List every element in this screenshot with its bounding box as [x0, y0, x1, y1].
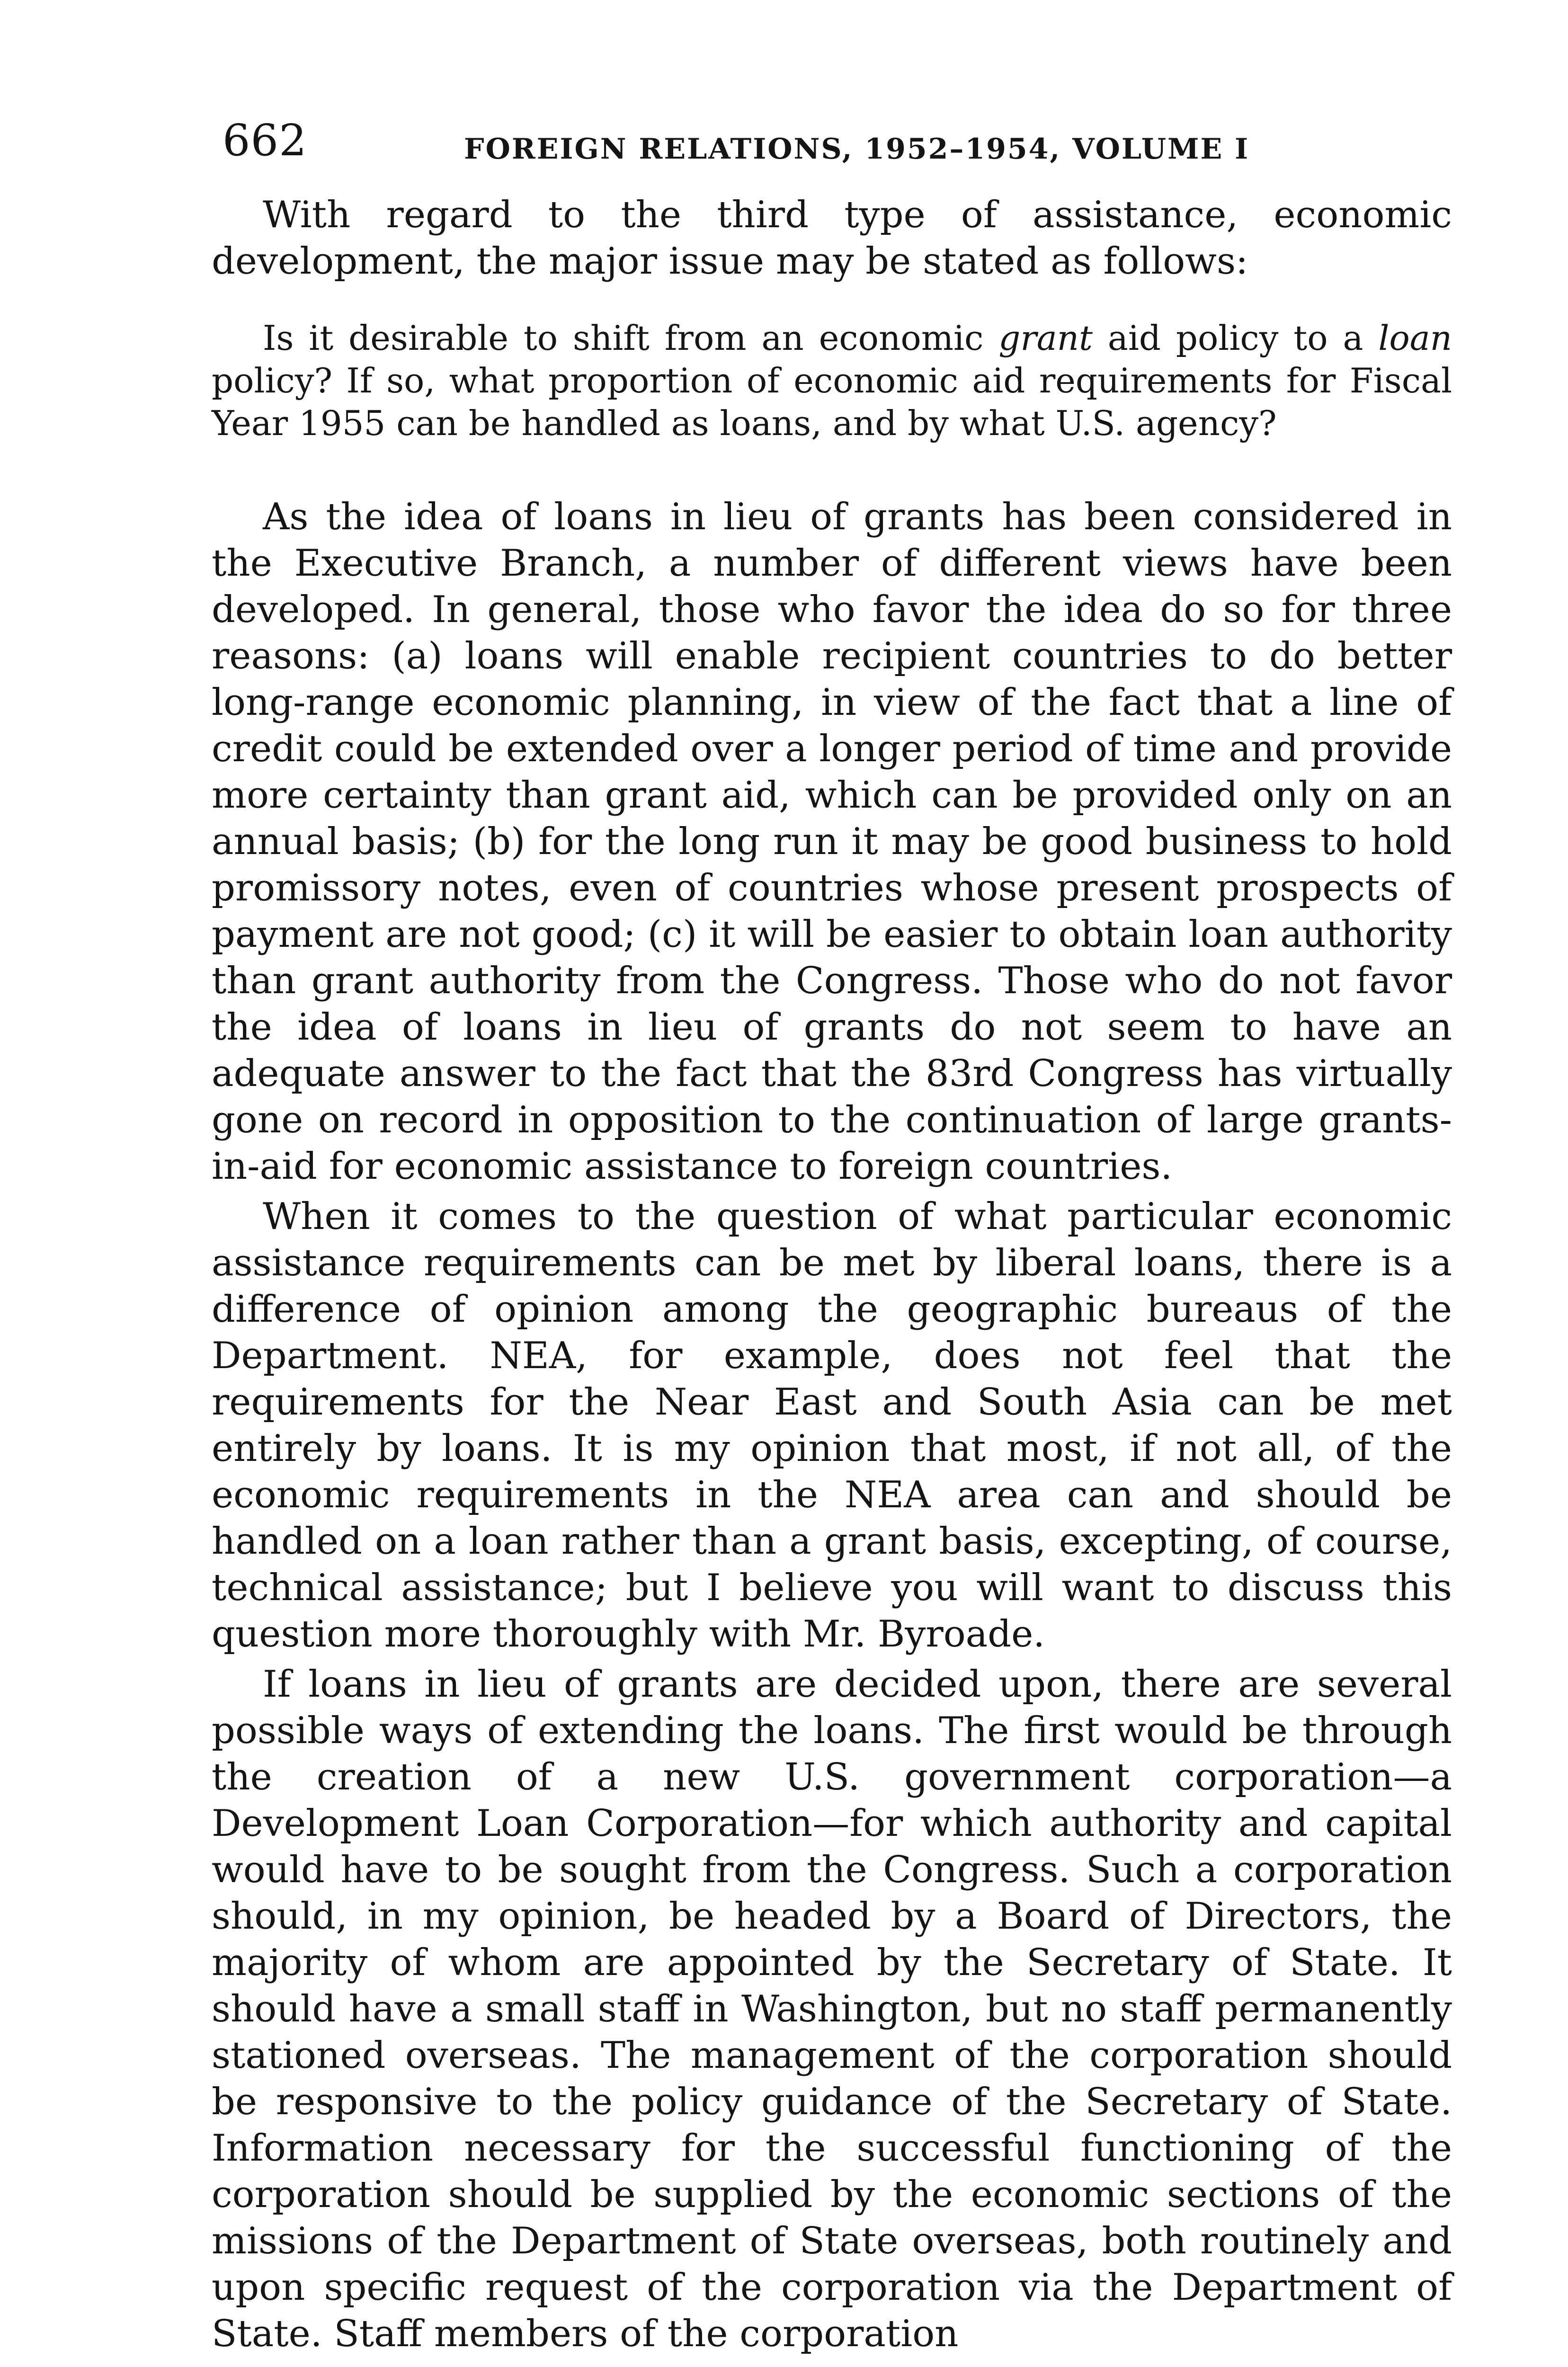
paragraph-development-loan-corporation: If loans in lieu of grants are decided upon, there are several possible ways of extending the loans. The first would be through the creation of a new U.S. government corporation—a Development Loan Corporation—for which authority and capital would have to be sought from the Congress. Such a corporation should, in my opinion, be headed by a Board of Directors, the majority of whom are appointed by the Secretary of State. It should have a small staff in Washington, but no staff permanently stationed overseas. The management of the corporation should be responsive to the policy guidance of the Secretary of State. Information necessary for the successful functioning of the corporation should be supplied by the economic sections of the missions of the Department of State overseas, both routinely and upon specific request of the corporation via the Department of State. Staff members of the corporation	[212, 1663, 1452, 2355]
document-body	[212, 192, 1452, 2357]
page-header	[223, 105, 1472, 176]
paragraph-economic-development: With regard to the third type of assistance, economic development, the major issue may be stated as follows:	[212, 194, 1452, 283]
quote-text-part-3: policy? If so, what proportion of economic aid requirements for Fiscal Year 1955 can be handled as loans, and by what U.S. agency?	[212, 361, 1452, 443]
paragraph-loans-in-lieu-of-grants: As the idea of loans in lieu of grants has been considered in the Executive Branch, a number of different views have been developed. In general, those who favor the idea do so for three reasons: (a) loans will enable recipient countries to do better long-range economic planning, in view of the fact that a line of credit could be extended over a longer period of time and provide more certainty than grant aid, which can be provided only on an annual basis; (b) for the long run it may be good business to hold promissory notes, even of countries whose present prospects of payment are not good; (c) it will be easier to obtain loan authority than grant authority from the Congress. Those who do not favor the idea of loans in lieu of grants do not seem to have an adequate answer to the fact that the 83rd Congress has virtually gone on record in opposition to the continuation of large grants-in-aid for economic assistance to foreign countries.	[212, 496, 1452, 1188]
quote-text-part-1: Is it desirable to shift from an economic	[263, 318, 999, 358]
running-head: FOREIGN RELATIONS, 1952–1954, VOLUME I	[464, 133, 1250, 166]
quote-emphasis-loan: loan	[1378, 318, 1452, 358]
paragraph-economic-assistance-requirements: When it comes to the question of what particular economic assistance requirements can be met by liberal loans, there is a difference of opinion among the geographic bureaus of the Department. NEA, for example, does not feel that the requirements for the Near East and South Asia can be met entirely by loans. It is my opinion that most, if not all, of the economic requirements in the NEA area can and should be handled on a loan rather than a grant basis, excepting, of course, technical assistance; but I believe you will want to discuss this question more thoroughly with Mr. Byroade.	[212, 1195, 1452, 1655]
quote-emphasis-grant: grant	[998, 318, 1093, 358]
quote-text-part-2: aid policy to a	[1093, 318, 1379, 358]
issue-question-quote	[212, 317, 1452, 445]
page-number: 662	[223, 115, 307, 166]
